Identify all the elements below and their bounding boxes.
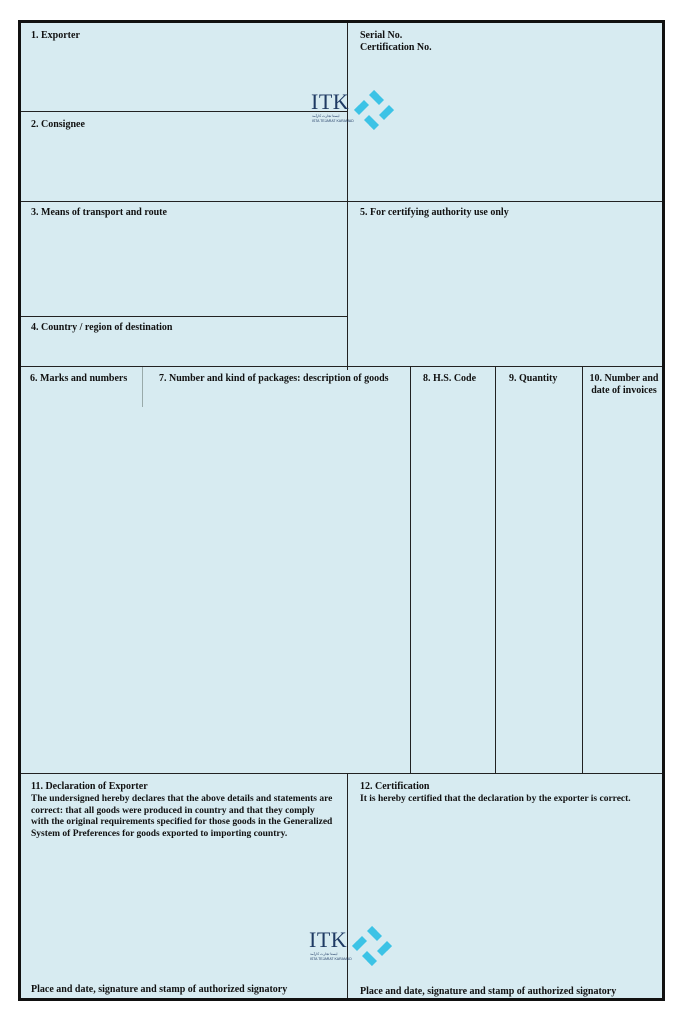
divider-quantity-invoices bbox=[582, 367, 583, 773]
consignee-label: 2. Consignee bbox=[31, 119, 85, 130]
divider-top-vertical bbox=[347, 23, 348, 370]
certifying-authority-label: 5. For certifying authority use only bbox=[360, 207, 509, 218]
packages-description-label: 7. Number and kind of packages: description of goods bbox=[159, 373, 389, 384]
logo-tagline-latin: ISTA TEJARAT KARAMAD bbox=[310, 957, 352, 961]
certification-title: 12. Certification bbox=[360, 781, 430, 792]
certification-text: It is hereby certified that the declaration by the exporter is correct. bbox=[360, 794, 631, 804]
declaration-signatory-label: Place and date, signature and stamp of authorized signatory bbox=[31, 984, 288, 995]
divider-hs-quantity bbox=[495, 367, 496, 773]
itk-logo-bottom bbox=[309, 921, 399, 971]
pinwheel-icon bbox=[351, 87, 397, 133]
logo-tagline-persian: ایستا تجارت کارآمد bbox=[310, 952, 338, 956]
divider-section-10-11 bbox=[21, 773, 662, 774]
serial-no-label: Serial No. bbox=[360, 30, 403, 41]
declaration-title: 11. Declaration of Exporter bbox=[31, 781, 148, 792]
divider-section-4-6 bbox=[21, 366, 662, 367]
quantity-label: 9. Quantity bbox=[509, 373, 558, 384]
divider-exporter-consignee bbox=[21, 111, 347, 112]
transport-route-label: 3. Means of transport and route bbox=[31, 207, 167, 218]
logo-tagline-persian: ایستا تجارت کارآمد bbox=[312, 114, 340, 118]
itk-logo-top bbox=[311, 87, 401, 137]
divider-packages-hs bbox=[410, 367, 411, 773]
certification-signatory-label: Place and date, signature and stamp of authorized signatory bbox=[360, 986, 617, 997]
pinwheel-icon bbox=[349, 923, 395, 969]
declaration-text: The undersigned hereby declares that the above details and statements are correct: that all goods were produced in country and that they comply with the original requirements specified for those goods in the Generalized System of Preferences for goods exported to importing country. bbox=[31, 794, 333, 839]
hs-code-label: 8. H.S. Code bbox=[423, 373, 477, 384]
marks-numbers-label: 6. Marks and numbers bbox=[30, 373, 128, 384]
divider-section-2-3 bbox=[21, 201, 662, 202]
logo-text: ITK bbox=[309, 927, 348, 952]
divider-transport-destination bbox=[21, 316, 347, 317]
certification-no-label: Certification No. bbox=[360, 42, 432, 53]
destination-label: 4. Country / region of destination bbox=[31, 322, 173, 333]
exporter-label: 1. Exporter bbox=[31, 30, 80, 41]
divider-marks-packages bbox=[142, 367, 143, 407]
logo-text: ITK bbox=[311, 89, 350, 114]
certificate-form bbox=[18, 20, 665, 1001]
invoices-label: 10. Number and date of invoices bbox=[589, 373, 659, 396]
logo-tagline-latin: ISTA TEJARAT KARAMAD bbox=[312, 119, 354, 123]
